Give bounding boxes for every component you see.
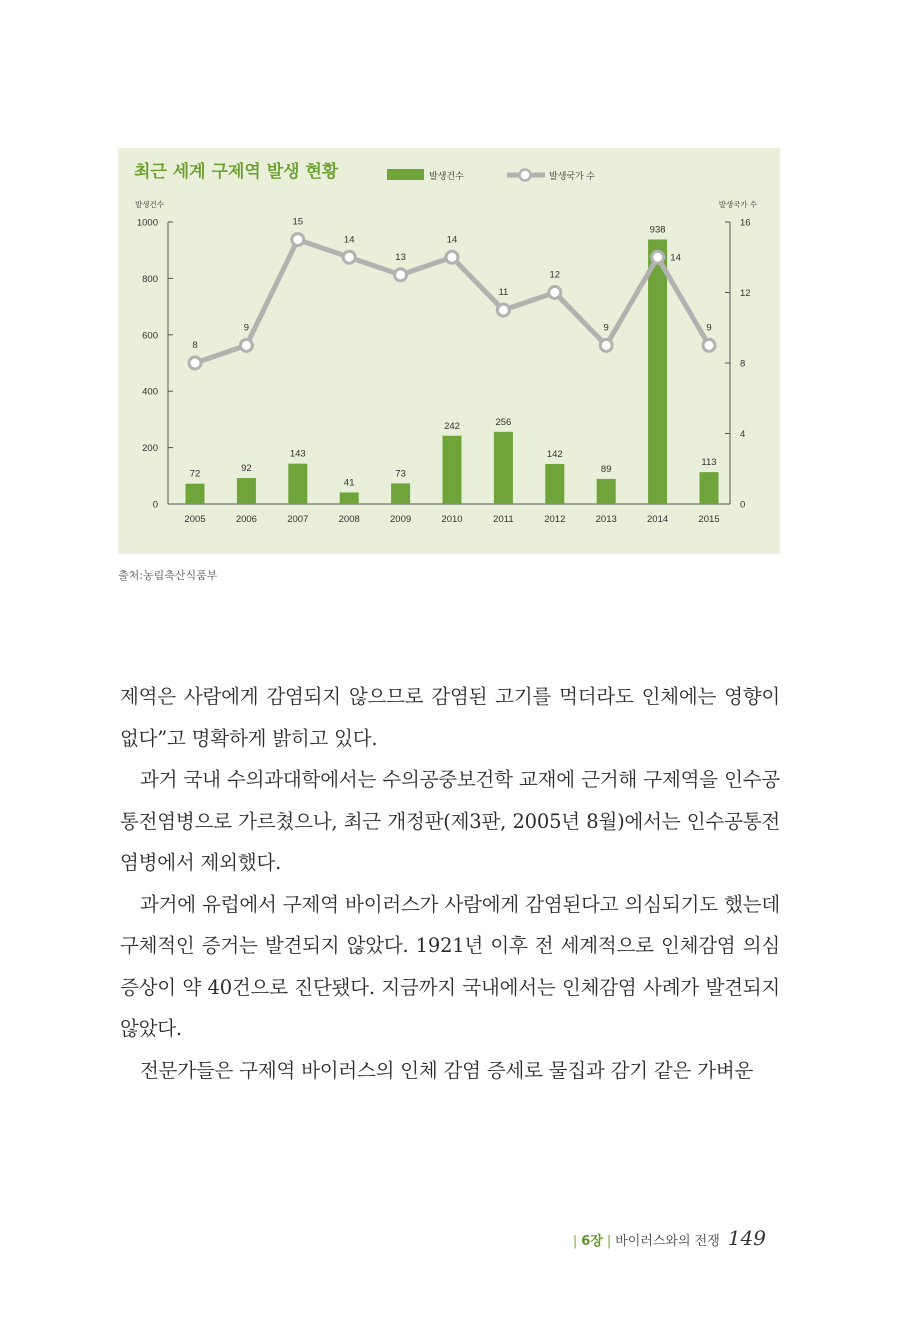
line-point: [703, 339, 715, 351]
bar-value-label: 73: [395, 468, 406, 480]
x-tick-label: 2015: [698, 514, 720, 525]
chart-panel: [118, 148, 780, 554]
line-value-label: 8: [192, 340, 198, 351]
paragraph: 전문가들은 구제역 바이러스의 인체 감염 증세로 물집과 감기 같은 가벼운: [140, 1058, 754, 1082]
x-tick-label: 2013: [595, 514, 617, 525]
paragraph: 제역은 사람에게 감염되지 않으므로 감염된 고기를 먹더라도 인체에는 영향이 없다”고 명확하게 밝히고 있다.: [120, 685, 780, 750]
line-value-label: 14: [446, 234, 458, 246]
bar: [648, 239, 667, 504]
bar: [443, 436, 462, 504]
y-axis-title-left: 발생건수: [135, 200, 164, 209]
page-number: 149: [727, 1226, 766, 1250]
line-point: [497, 304, 509, 316]
line-point: [395, 269, 407, 281]
y-tick-label-left: 1000: [136, 217, 158, 229]
line-point: [652, 251, 664, 263]
bar: [237, 478, 256, 504]
footer-separator: |: [606, 1234, 612, 1249]
line-value-label: 12: [549, 269, 561, 281]
bar: [288, 464, 307, 504]
line-point: [343, 251, 355, 263]
paragraph: 과거 국내 수의과대학에서는 수의공중보건학 교재에 근거해 구제역을 인수공통전염병으로 가르쳤으나, 최근 개정판(제3판, 2005년 8월)에서는 인수공통전염병에서 제외했다.: [120, 768, 780, 874]
line-value-label: 13: [395, 251, 406, 263]
x-tick-label: 2012: [544, 514, 566, 525]
paragraph: 과거에 유럽에서 구제역 바이러스가 사람에게 감염된다고 의심되기도 했는데 구체적인 증거는 발견되지 않았다. 1921년 이후 전 세계적으로 인체감염 의심 증상이 약 40건으로 진단됐다. 지금까지 국내에서는 인체감염 사례가 발견되지 않았다.: [120, 892, 780, 1040]
line-point: [549, 287, 561, 299]
bar-value-label: 938: [649, 224, 666, 236]
source-note: 출처:농림축산식품부: [118, 569, 218, 582]
bar-value-label: 41: [343, 477, 355, 489]
line-value-label: 9: [603, 322, 609, 334]
bar: [545, 464, 564, 504]
x-tick-label: 2009: [390, 514, 412, 525]
bar: [186, 484, 205, 504]
bar: [597, 479, 616, 504]
x-tick-label: 2005: [184, 514, 206, 525]
y-tick-label-right: 4: [740, 429, 746, 440]
line-point: [446, 251, 458, 263]
bar: [340, 492, 359, 504]
x-tick-label: 2008: [338, 514, 360, 525]
bar: [494, 432, 513, 504]
line-value-label: 15: [292, 216, 304, 228]
y-tick-label-right: 8: [740, 358, 746, 370]
chapter-title: 바이러스와의 전쟁: [615, 1234, 720, 1249]
bar-value-label: 256: [495, 416, 512, 428]
bar-value-label: 113: [701, 457, 717, 469]
bar-value-label: 142: [546, 448, 563, 460]
bar-value-label: 72: [189, 468, 201, 480]
y-tick-label-right: 16: [740, 217, 751, 229]
chapter-label: 6장: [581, 1234, 603, 1249]
chart-title: 최근 세계 구제역 발생 현황: [134, 162, 339, 182]
line-point: [292, 234, 304, 246]
line-value-label: 9: [243, 322, 250, 334]
bar: [700, 472, 719, 504]
legend-bar-swatch: [387, 169, 424, 180]
y-tick-label-left: 800: [142, 273, 158, 285]
y-axis-title-right: 발생국가 수: [718, 200, 757, 209]
x-tick-label: 2006: [235, 514, 257, 525]
legend-line-marker: [520, 170, 531, 181]
legend-line-label: 발생국가 수: [549, 171, 595, 181]
x-tick-label: 2007: [287, 514, 309, 525]
x-tick-label: 2010: [441, 514, 463, 525]
y-tick-label-left: 400: [142, 386, 158, 398]
bar: [391, 483, 410, 504]
x-tick-label: 2014: [647, 514, 669, 525]
y-tick-label-left: 600: [142, 330, 158, 342]
line-value-label: 9: [706, 322, 712, 334]
legend-bar-label: 발생건수: [429, 171, 464, 181]
chart-svg: [118, 148, 780, 554]
bar-value-label: 143: [289, 448, 306, 460]
line-point: [189, 357, 201, 369]
bar-value-label: 89: [600, 463, 612, 475]
line-point: [240, 339, 252, 351]
y-tick-label-right: 12: [740, 288, 751, 299]
footer-separator: |: [572, 1234, 578, 1249]
y-tick-label-left: 200: [142, 443, 158, 455]
line-value-label: 14: [343, 234, 355, 246]
y-tick-label-left: 0: [152, 499, 158, 511]
x-tick-label: 2011: [493, 514, 514, 525]
body-text: [120, 676, 780, 1091]
line-point: [600, 339, 612, 351]
line-value-label: 14: [670, 252, 681, 264]
page-footer: [569, 1226, 766, 1250]
bar-value-label: 92: [241, 463, 252, 475]
bar-value-label: 242: [444, 420, 460, 432]
line-value-label: 11: [498, 287, 509, 299]
y-tick-label-right: 0: [740, 499, 746, 511]
